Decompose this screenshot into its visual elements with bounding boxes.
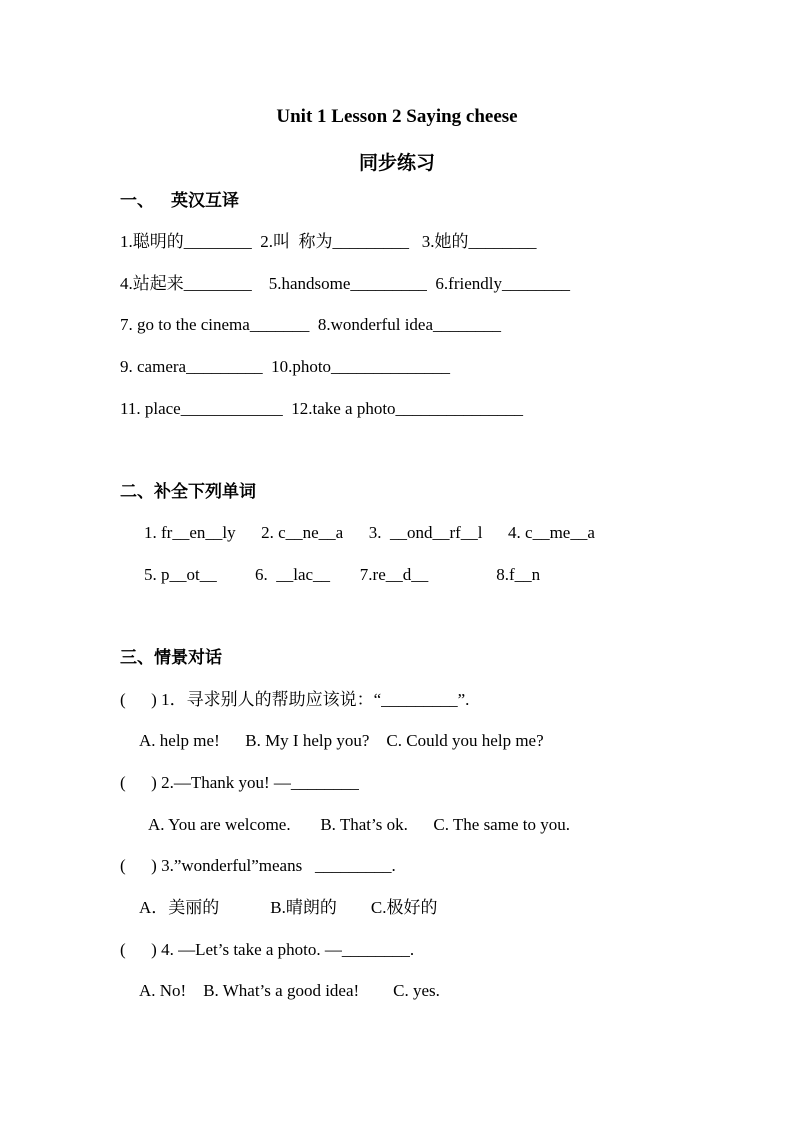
question-1: ( ) 1．寻求别人的帮助应该说：“_________”.	[120, 690, 470, 709]
page-title: Unit 1 Lesson 2 Saying cheese	[276, 106, 518, 127]
question-3: ( ) 3.”wonderful”means _________.	[120, 856, 396, 875]
question-4: ( ) 4. —Let’s take a photo. —________.	[120, 940, 415, 959]
section-2-row-1: 1. fr__en__ly 2. c__ne__a 3. __ond__rf__l 4. c__me__a	[144, 523, 595, 542]
section-2-row-2: 5. p__ot__ 6. __lac__ 7.re__d__ 8.f__n	[144, 565, 541, 584]
section-1-heading: 一、 英汉互译	[120, 191, 239, 210]
question-4-options: A. No! B. What’s a good idea! C. yes.	[139, 981, 440, 1000]
section-1-row-2: 4.站起来________ 5.handsome_________ 6.friendly________	[120, 274, 570, 293]
section-1-row-1: 1.聪明的________ 2.叫 称为_________ 3.她的________	[120, 232, 537, 251]
section-1-row-5: 11. place____________ 12.take a photo_______________	[120, 399, 524, 418]
section-1-row-4: 9. camera_________ 10.photo______________	[120, 357, 451, 376]
question-1-options: A. help me! B. My I help you? C. Could you help me?	[139, 731, 544, 750]
section-2-heading: 二、补全下列单词	[120, 482, 256, 501]
section-1-row-3: 7. go to the cinema_______ 8.wonderful idea________	[120, 315, 502, 334]
question-3-options: A．美丽的 B.晴朗的 C.极好的	[139, 898, 438, 917]
page-subtitle: 同步练习	[358, 153, 435, 174]
section-3-heading: 三、情景对话	[120, 648, 222, 667]
question-2: ( ) 2.—Thank you! —________	[120, 773, 359, 792]
question-2-options: A. You are welcome. B. That’s ok. C. The same to you.	[148, 815, 570, 834]
